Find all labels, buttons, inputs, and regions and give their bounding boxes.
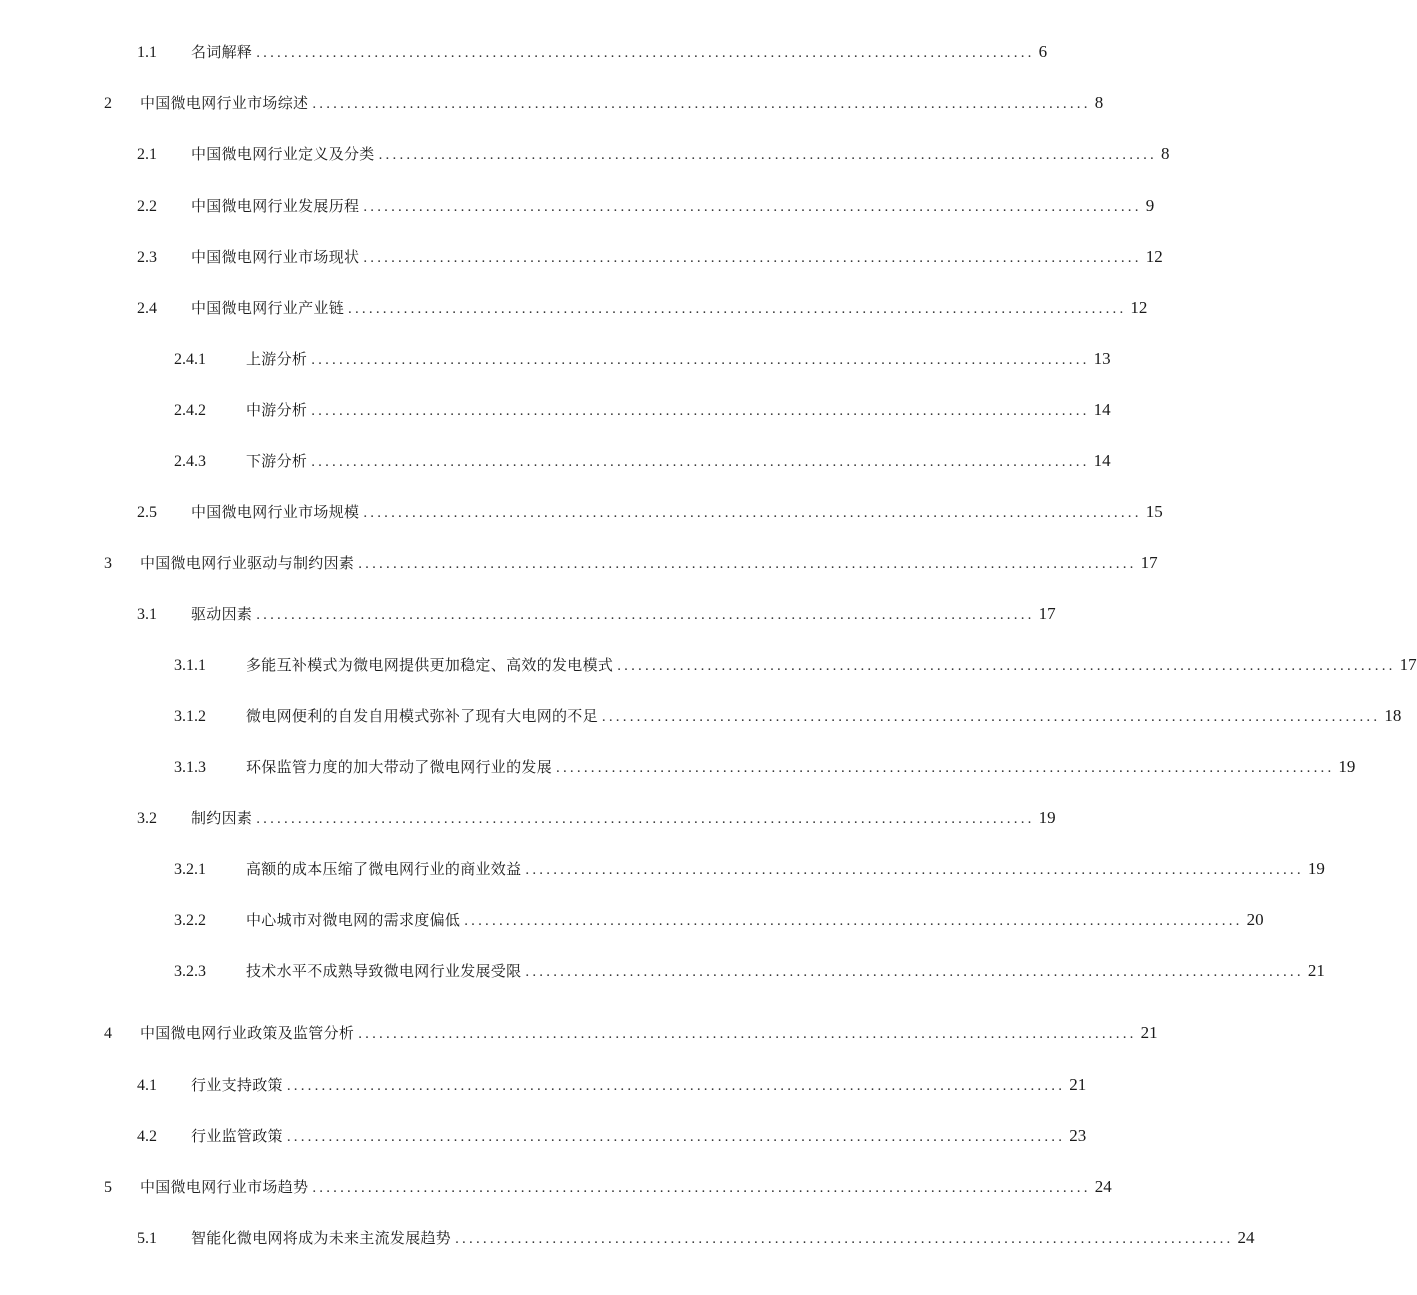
toc-leader-dots: ................................................................................................................: [286, 1129, 1066, 1145]
toc-page-number: 17: [1399, 655, 1417, 674]
toc-leader-dots: ................................................................................................................: [455, 1231, 1234, 1247]
toc-title: 中国微电网行业市场综述: [140, 94, 309, 112]
toc-title: 中心城市对微电网的需求度偏低: [246, 911, 461, 929]
toc-entry[interactable]: [137, 1224, 1255, 1252]
toc-number: 2.4: [137, 300, 157, 317]
toc-number: 4: [104, 1025, 112, 1042]
toc-leader-dots: ................................................................................................................: [363, 199, 1142, 215]
toc-title: 驱动因素: [191, 605, 253, 623]
toc-number: 2.3: [137, 249, 157, 266]
toc-number: 2.5: [137, 504, 157, 521]
toc-entry[interactable]: [104, 1173, 1112, 1201]
toc-title: 中国微电网行业驱动与制约因素: [140, 554, 355, 572]
toc-number: 3: [104, 555, 112, 572]
toc-number: 3.2.1: [174, 861, 206, 878]
toc-number: 4.1: [137, 1077, 157, 1094]
toc-title: 中国微电网行业发展历程: [191, 197, 360, 215]
toc-entry[interactable]: [137, 243, 1163, 271]
toc-entry[interactable]: [137, 192, 1155, 220]
toc-page-number: 17: [1140, 553, 1158, 572]
toc-title: 中国微电网行业市场规模: [191, 503, 360, 521]
toc-page-number: 14: [1093, 400, 1111, 419]
toc-title: 多能互补模式为微电网提供更加稳定、高效的发电模式: [246, 656, 614, 674]
toc-page-number: 15: [1145, 502, 1163, 521]
toc-title: 行业支持政策: [191, 1076, 283, 1094]
toc-leader-dots: ................................................................................................................: [358, 1026, 1137, 1042]
toc-entry[interactable]: [174, 345, 1111, 373]
toc-number: 2.1: [137, 146, 157, 163]
toc-entry[interactable]: [174, 651, 1417, 679]
toc-leader-dots: ................................................................................................................: [312, 96, 1091, 112]
toc-title: 行业监管政策: [191, 1127, 283, 1145]
toc-entry[interactable]: [174, 396, 1111, 424]
toc-number: 3.1.3: [174, 759, 206, 776]
toc-title: 名词解释: [191, 43, 253, 61]
toc-number: 3.1: [137, 606, 157, 623]
toc-leader-dots: ................................................................................................................: [617, 658, 1396, 674]
toc-title: 中国微电网行业定义及分类: [191, 145, 375, 163]
toc-entry[interactable]: [104, 549, 1158, 577]
toc-page-number: 24: [1094, 1177, 1112, 1196]
toc-number: 2: [104, 95, 112, 112]
toc-number: 1.1: [137, 44, 157, 61]
toc-page-number: 20: [1246, 910, 1264, 929]
toc-page-number: 21: [1069, 1075, 1087, 1094]
toc-leader-dots: ................................................................................................................: [363, 250, 1142, 266]
toc-entry[interactable]: [174, 957, 1325, 985]
toc-leader-dots: ................................................................................................................: [348, 301, 1127, 317]
toc-entry[interactable]: [137, 1122, 1087, 1150]
toc-leader-dots: ................................................................................................................: [286, 1078, 1066, 1094]
toc-entry[interactable]: [104, 1019, 1158, 1047]
toc-entry[interactable]: [174, 447, 1111, 475]
toc-number: 2.4.1: [174, 351, 206, 368]
toc-leader-dots: ................................................................................................................: [256, 811, 1035, 827]
toc-leader-dots: ................................................................................................................: [363, 505, 1142, 521]
toc-title: 智能化微电网将成为未来主流发展趋势: [191, 1229, 452, 1247]
toc-page-number: 23: [1069, 1126, 1087, 1145]
toc-number: 2.4.3: [174, 453, 206, 470]
toc-number: 3.2: [137, 810, 157, 827]
toc-leader-dots: ................................................................................................................: [311, 403, 1090, 419]
toc-title: 制约因素: [191, 809, 253, 827]
toc-leader-dots: ................................................................................................................: [311, 454, 1090, 470]
toc-page-number: 19: [1038, 808, 1056, 827]
toc-entry[interactable]: [137, 140, 1170, 168]
toc-entry[interactable]: [174, 753, 1356, 781]
toc-leader-dots: ................................................................................................................: [464, 913, 1243, 929]
toc-entry[interactable]: [137, 498, 1163, 526]
toc-title: 技术水平不成熟导致微电网行业发展受限: [246, 962, 522, 980]
toc-page-number: 6: [1038, 42, 1048, 61]
toc-entry[interactable]: [137, 804, 1056, 832]
toc-number: 3.2.3: [174, 963, 206, 980]
toc-entry[interactable]: [137, 600, 1056, 628]
toc-number: 2.4.2: [174, 402, 206, 419]
toc-number: 3.1.2: [174, 708, 206, 725]
toc-title: 中国微电网行业市场现状: [191, 248, 360, 266]
toc-page-number: 12: [1130, 298, 1148, 317]
toc-page-number: 19: [1338, 757, 1356, 776]
toc-page-number: 14: [1093, 451, 1111, 470]
toc-entry[interactable]: [174, 906, 1264, 934]
toc-entry[interactable]: [174, 855, 1325, 883]
toc-leader-dots: ................................................................................................................: [256, 607, 1035, 623]
toc-entry[interactable]: [104, 89, 1104, 117]
toc-leader-dots: ................................................................................................................: [601, 709, 1381, 725]
toc-leader-dots: ................................................................................................................: [525, 862, 1304, 878]
toc-leader-dots: ................................................................................................................: [378, 147, 1158, 163]
toc-number: 2.2: [137, 198, 157, 215]
toc-leader-dots: ................................................................................................................: [525, 964, 1304, 980]
toc-page-number: 12: [1145, 247, 1163, 266]
toc-entry[interactable]: [137, 294, 1148, 322]
toc-title: 上游分析: [246, 350, 308, 368]
toc-leader-dots: ................................................................................................................: [556, 760, 1335, 776]
toc-title: 高额的成本压缩了微电网行业的商业效益: [246, 860, 522, 878]
toc-page-number: 9: [1145, 196, 1155, 215]
toc-number: 5: [104, 1179, 112, 1196]
toc-entry[interactable]: [137, 38, 1048, 66]
toc-title: 微电网便利的自发自用模式弥补了现有大电网的不足: [246, 707, 598, 725]
toc-title: 中国微电网行业市场趋势: [140, 1178, 309, 1196]
toc-page-number: 24: [1237, 1228, 1255, 1247]
toc-title: 中游分析: [246, 401, 308, 419]
toc-number: 3.1.1: [174, 657, 206, 674]
toc-page-number: 13: [1093, 349, 1111, 368]
toc-page-number: 8: [1161, 144, 1170, 163]
toc-page-number: 21: [1307, 961, 1325, 980]
toc-leader-dots: ................................................................................................................: [311, 352, 1090, 368]
toc-leader-dots: ................................................................................................................: [312, 1180, 1091, 1196]
toc-number: 5.1: [137, 1230, 157, 1247]
toc-leader-dots: ................................................................................................................: [358, 556, 1137, 572]
toc-page-number: 17: [1038, 604, 1056, 623]
toc-number: 3.2.2: [174, 912, 206, 929]
toc-leader-dots: ................................................................................................................: [256, 45, 1035, 61]
toc-number: 4.2: [137, 1128, 157, 1145]
toc-entry[interactable]: [174, 702, 1402, 730]
toc-title: 中国微电网行业产业链: [191, 299, 345, 317]
toc-page-number: 19: [1307, 859, 1325, 878]
toc-page-number: 18: [1384, 706, 1402, 725]
toc-title: 下游分析: [246, 452, 308, 470]
toc-page-number: 8: [1094, 93, 1104, 112]
toc-title: 环保监管力度的加大带动了微电网行业的发展: [246, 758, 553, 776]
toc-entry[interactable]: [137, 1071, 1087, 1099]
toc-page-number: 21: [1140, 1023, 1158, 1042]
toc-title: 中国微电网行业政策及监管分析: [140, 1024, 355, 1042]
